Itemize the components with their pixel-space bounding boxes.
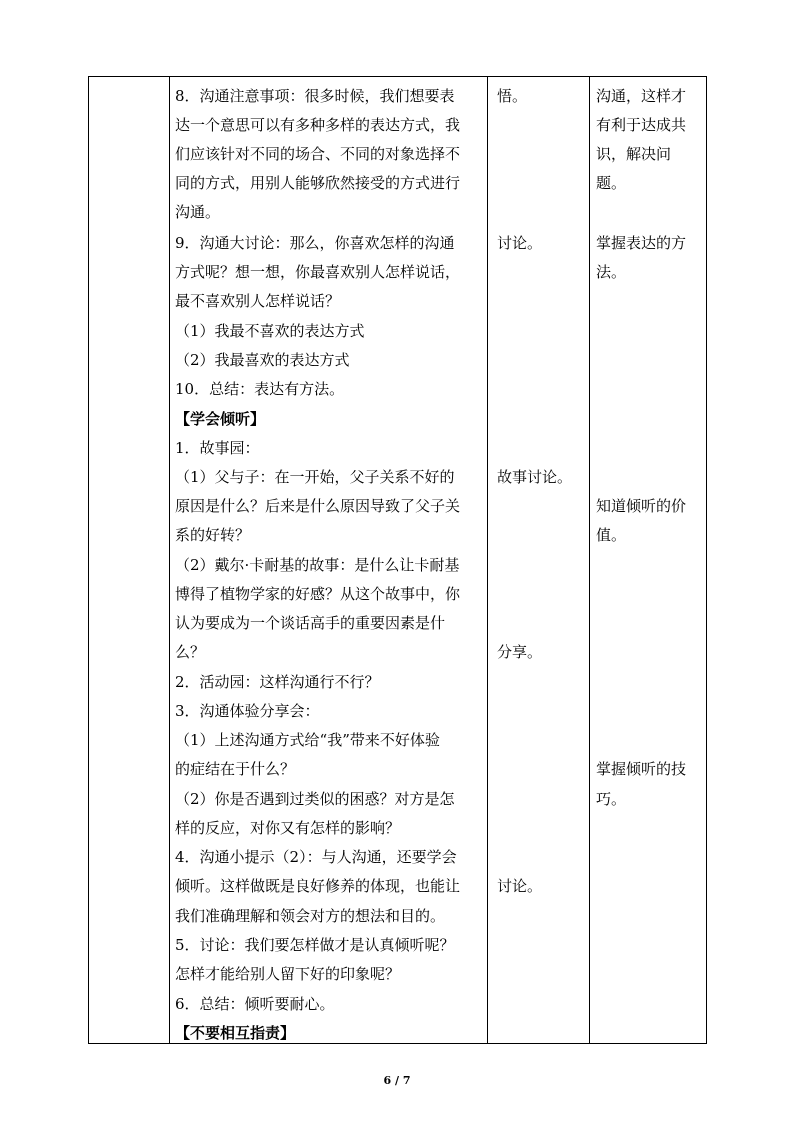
lesson-table — [88, 76, 707, 1044]
page-number: 6 / 7 — [383, 1074, 411, 1087]
text-line: （2）你是否遇到过类似的困惑？对方是怎 — [175, 790, 455, 808]
text-line: 有利于达成共 — [596, 116, 687, 134]
text-line: 1．故事园： — [175, 439, 260, 457]
text-line: 样的反应，对你又有怎样的影响？ — [175, 819, 401, 837]
text-line: 悟。 — [497, 87, 528, 105]
text-line: 讨论。 — [497, 877, 543, 895]
text-line: （1）上述沟通方式给“我”带来不好体验 — [175, 731, 440, 749]
text-line: 倾听。这样做既是良好修养的体现，也能让 — [175, 877, 461, 895]
text-line: 知道倾听的价 — [596, 497, 687, 515]
text-line: 怎样才能给别人留下好的印象呢？ — [175, 965, 401, 983]
text-line: 3．沟通体验分享会： — [175, 702, 320, 720]
text-line: 的症结在于什么？ — [175, 760, 296, 778]
text-line: 分享。 — [497, 643, 543, 661]
text-line: 8．沟通注意事项：很多时候，我们想要表 — [175, 87, 455, 105]
text-line: 同的方式，用别人能够欣然接受的方式进行 — [175, 174, 461, 192]
text-line: 么？ — [175, 643, 206, 661]
text-line: 方式呢？想一想，你最喜欢别人怎样说话， — [175, 263, 461, 281]
text-line: 沟通。 — [175, 203, 221, 221]
text-line: 达一个意思可以有多种多样的表达方式，我 — [175, 116, 461, 134]
column-divider-2 — [487, 77, 488, 1043]
text-line: 2．活动园：这样沟通行不行？ — [175, 673, 380, 691]
text-line: 6．总结：倾听要耐心。 — [175, 995, 335, 1013]
text-line: 讨论。 — [497, 234, 543, 252]
text-line: 故事讨论。 — [497, 468, 573, 486]
text-line: 沟通，这样才 — [596, 87, 687, 105]
text-line: 值。 — [596, 526, 627, 544]
text-line: 我们准确理解和领会对方的想法和目的。 — [175, 907, 446, 925]
text-line: （1）父与子：在一开始，父子关系不好的 — [175, 468, 455, 486]
text-line: 掌握表达的方 — [596, 234, 687, 252]
column-divider-3 — [589, 77, 590, 1043]
text-line: 5．讨论：我们要怎样做才是认真倾听呢？ — [175, 936, 455, 954]
text-line: 10．总结：表达有方法。 — [175, 380, 345, 398]
text-line: 博得了植物学家的好感？从这个故事中，你 — [175, 585, 461, 603]
text-line: 4．沟通小提示（2）：与人沟通，还要学会 — [175, 848, 457, 866]
text-line: 系的好转？ — [175, 526, 251, 544]
text-line: 原因是什么？后来是什么原因导致了父子关 — [175, 497, 461, 515]
text-line: 认为要成为一个谈话高手的重要因素是什 — [175, 614, 446, 632]
section-heading: 【学会倾听】 — [175, 410, 266, 428]
text-line: 法。 — [596, 263, 627, 281]
text-line: 们应该针对不同的场合、不同的对象选择不 — [175, 145, 461, 163]
text-line: 题。 — [596, 174, 627, 192]
text-line: 最不喜欢别人怎样说话？ — [175, 292, 341, 310]
text-line: （2）我最喜欢的表达方式 — [175, 351, 350, 369]
text-line: （1）我最不喜欢的表达方式 — [175, 322, 365, 340]
text-line: 识，解决问 — [596, 145, 672, 163]
column-divider-1 — [169, 77, 170, 1043]
section-heading: 【不要相互指责】 — [175, 1024, 296, 1042]
text-line: 巧。 — [596, 790, 627, 808]
text-line: （2）戴尔·卡耐基的故事：是什么让卡耐基 — [175, 556, 460, 574]
text-line: 掌握倾听的技 — [596, 760, 687, 778]
text-line: 9．沟通大讨论：那么，你喜欢怎样的沟通 — [175, 234, 455, 252]
